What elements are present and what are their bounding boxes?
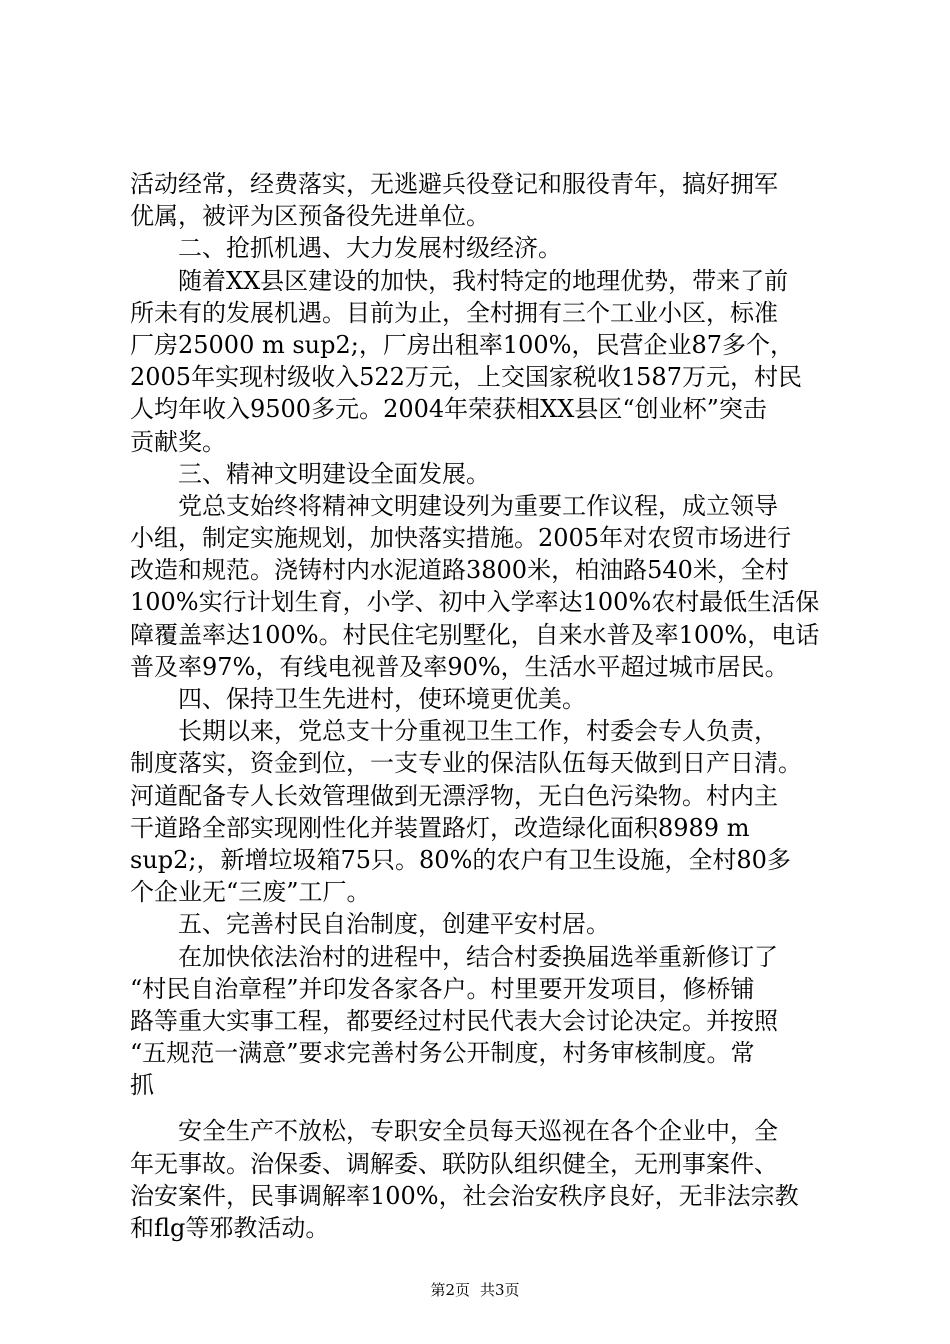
text-line: 安全生产不放松，专职安全员每天巡视在各个企业中，全 [178, 1117, 778, 1146]
document-body [130, 168, 830, 1244]
text-line: 党总支始终将精神文明建设列为重要工作议程，成立领导 [178, 491, 778, 520]
section-heading: 五、完善村民自治制度，创建平安村居。 [178, 910, 610, 939]
section-heading: 三、精神文明建设全面发展。 [178, 459, 490, 488]
text-line: 制度落实，资金到位，一支专业的保洁队伍每天做到日产日清。 [130, 749, 802, 778]
text-line: 治安案件，民事调解率100%，社会治安秩序良好，无非法宗教 [130, 1181, 799, 1210]
text-line: 人均年收入9500多元。2004年荣获相XX县区“创业杯”突击 [130, 395, 767, 424]
text-line: 普及率97%，有线电视普及率90%，生活水平超过城市居民。 [130, 652, 789, 681]
text-line: 干道路全部实现刚性化并装置路灯，改造绿化面积8989 m [130, 813, 750, 842]
paragraph-gap [130, 1101, 830, 1115]
page-footer [0, 1280, 950, 1300]
text-line: 和flg等邪教活动。 [130, 1214, 330, 1242]
text-line: 路等重大实事工程，都要经过村民代表大会讨论决定。并按照 [130, 1006, 778, 1035]
text-line: 障覆盖率达100%。村民住宅别墅化，自来水普及率100%，电话 [130, 620, 820, 649]
text-line: 在加快依法治村的进程中，结合村委换届选举重新修订了 [178, 942, 778, 971]
text-line: 抓 [130, 1071, 154, 1100]
text-line: sup2;，新增垃圾箱75只。80%的农户有卫生设施，全村80多 [130, 845, 791, 874]
text-line: 贡献奖。 [130, 427, 226, 456]
section-heading: 二、抢抓机遇、大力发展村级经济。 [178, 234, 562, 263]
text-line: 所未有的发展机遇。目前为止，全村拥有三个工业小区，标准 [130, 298, 778, 327]
text-line: 小组，制定实施规划，加快落实措施。2005年对农贸市场进行 [130, 524, 792, 553]
text-line: 个企业无“三废”工厂。 [130, 878, 371, 907]
text-line: 优属，被评为区预备役先进单位。 [130, 202, 490, 231]
text-line: “村民自治章程”并印发各家各户。村里要开发项目，修桥铺 [130, 974, 755, 1003]
page-total: 共3页 [480, 1281, 520, 1299]
text-line: 改造和规范。浇铸村内水泥道路3800米，柏油路540米，全村 [130, 556, 789, 585]
text-line: 长期以来，党总支十分重视卫生工作，村委会专人负责， [178, 717, 778, 746]
text-line: 100%实行计划生育，小学、初中入学率达100%农村最低生活保 [130, 588, 820, 617]
text-line: 活动经常，经费落实，无逃避兵役登记和服役青年，搞好拥军 [130, 170, 778, 198]
text-line: 河道配备专人长效管理做到无漂浮物，无白色污染物。村内主 [130, 781, 778, 810]
text-line: 随着XX县区建设的加快，我村特定的地理优势，带来了前 [178, 266, 789, 295]
section-heading: 四、保持卫生先进村，使环境更优美。 [178, 685, 586, 713]
page-number: 第2页 [430, 1281, 470, 1299]
text-line: 年无事故。治保委、调解委、联防队组织健全，无刑事案件、 [130, 1149, 778, 1178]
text-line: 2005年实现村级收入522万元，上交国家税收1587万元，村民 [130, 363, 802, 392]
text-line: 厂房25000 m sup2;，厂房出租率100%，民营企业87多个， [130, 330, 795, 359]
text-line: “五规范一满意”要求完善村务公开制度，村务审核制度。常 [130, 1039, 755, 1068]
